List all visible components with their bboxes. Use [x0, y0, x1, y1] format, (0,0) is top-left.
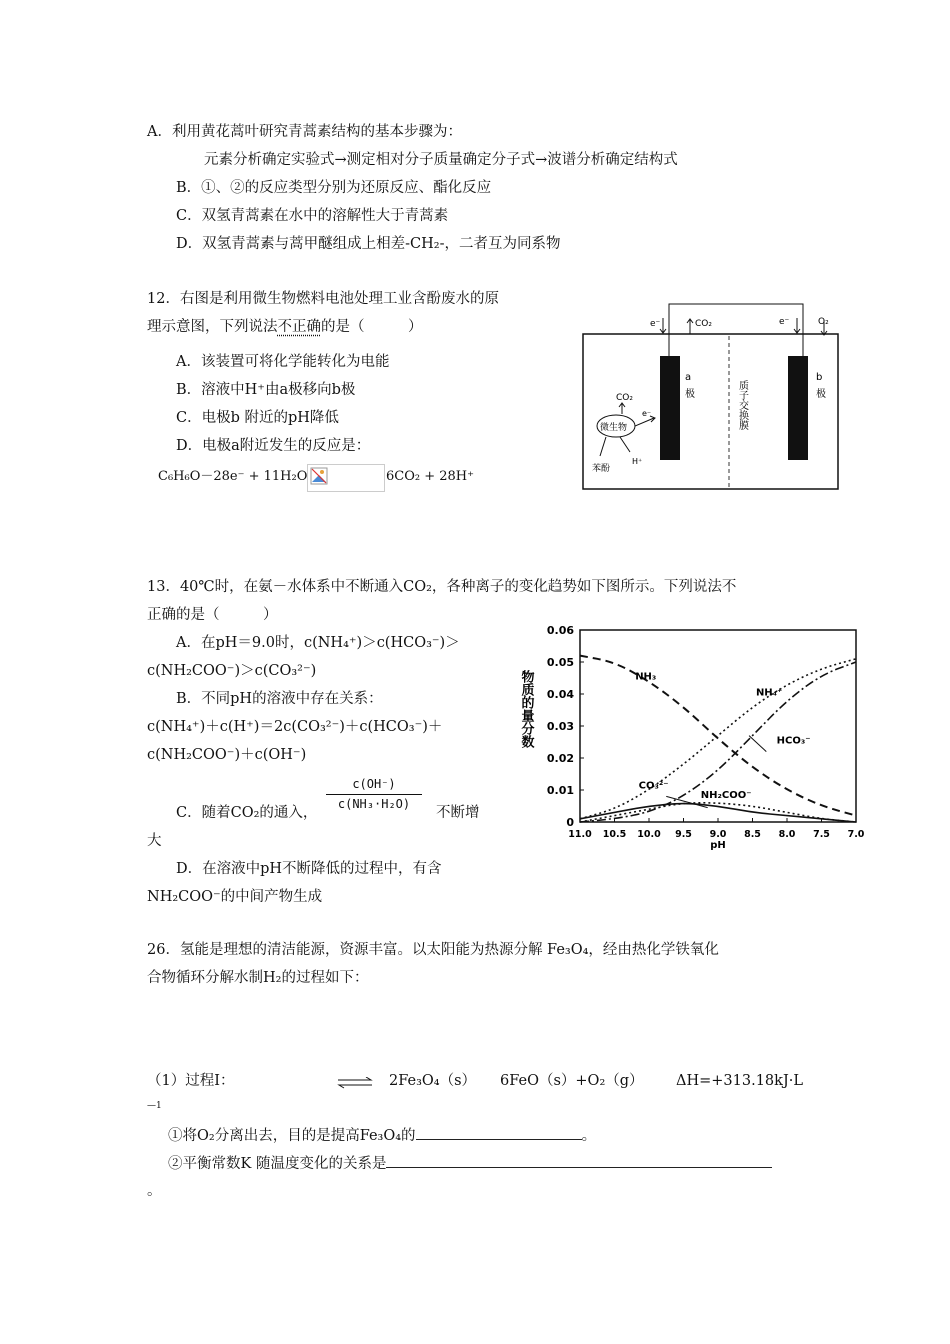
label-co2-top: CO₂ [695, 319, 712, 329]
x-tick-label: 11.0 [568, 829, 592, 840]
q13-option-a-2: c(NH₂COO⁻)＞c(CO₃²⁻) [147, 663, 317, 679]
label-e-left: e⁻ [650, 319, 661, 329]
q26-part1-delta-h: ΔH=+313.18kJ·L [676, 1073, 803, 1089]
q26-q2: ②平衡常数K 随温度变化的关系是 [168, 1153, 772, 1174]
q26-q2-end: 。 [147, 1183, 162, 1199]
broken-image-placeholder [307, 464, 385, 492]
q12-stem-line1: 12．右图是利用微生物燃料电池处理工业含酚废水的原 [147, 291, 499, 307]
fraction-denominator: c(NH₃·H₂O) [337, 797, 411, 811]
q13-option-b-2: c(NH₄⁺)＋c(H⁺)＝2c(CO₃²⁻)＋c(HCO₃⁻)＋ [147, 719, 443, 735]
x-tick-label: 7.0 [847, 829, 865, 840]
label-a-ji: 极 [685, 389, 695, 400]
broken-image-icon [310, 467, 328, 485]
equilibrium-arrow-icon [337, 1077, 373, 1089]
answer-blank-2[interactable] [386, 1153, 772, 1168]
answer-blank-1[interactable] [416, 1125, 582, 1140]
fuel-cell-diagram [578, 296, 843, 492]
q12-equation-right: 6CO₂ + 28H⁺ [386, 469, 474, 484]
series-label: HCO₃⁻ [776, 735, 811, 747]
electrode-a [660, 356, 680, 460]
fraction-numerator: c(OH⁻) [352, 777, 396, 791]
y-tick-label: 0.04 [546, 688, 574, 701]
y-tick-label: 0 [566, 816, 574, 829]
series-label: NH₃ [635, 671, 657, 683]
q11-option-c: C．双氢青蒿素在水中的溶解性大于青蒿素 [176, 208, 449, 224]
label-e-right: e⁻ [779, 317, 790, 327]
q13-stem-line1: 13．40℃时，在氨－水体系中不断通入CO₂，各种离子的变化趋势如下图所示。下列说法不 [147, 579, 737, 595]
label-a: a [685, 372, 692, 383]
y-tick-label: 0.02 [546, 752, 574, 765]
q13-option-b-3: c(NH₂COO⁻)＋c(OH⁻) [147, 747, 307, 763]
q11-option-d: D．双氢青蒿素与蒿甲醚组成上相差-CH₂-，二者互为同系物 [176, 236, 561, 252]
q13-option-d-1: D．在溶液中pH不断降低的过程中，有含 [176, 861, 442, 877]
label-h-plus: H⁺ [632, 457, 643, 466]
series-label: CO₃²⁻ [638, 780, 669, 792]
x-tick-label: 10.5 [602, 829, 627, 840]
x-tick-label: 10.0 [637, 829, 661, 840]
q26-stem-line1: 26．氢能是理想的清洁能源，资源丰富。以太阳能为热源分解 Fe₃O₄，经由热化学铁氧化 [147, 942, 719, 958]
label-membrane: 质子交换膜 [736, 380, 748, 430]
q26-part1-unit-tail: —1 [147, 1101, 162, 1111]
y-tick-label: 0.03 [546, 720, 574, 733]
x-tick-label: 7.5 [813, 829, 830, 840]
y-tick-label: 0.05 [546, 656, 574, 669]
q12-option-d: D．电极a附近发生的反应是： [176, 438, 371, 454]
q13-stem-line2: 正确的是（ ） [147, 607, 278, 623]
x-axis-label: pH [710, 840, 726, 851]
x-tick-label: 8.5 [744, 829, 761, 840]
q26-part1-eq-left: 2Fe₃O₄（s） [389, 1073, 477, 1089]
q11-option-a-line1: A．利用黄花蒿叶研究青蒿素结构的基本步骤为： [147, 124, 462, 140]
q13-option-a-1: A．在pH＝9.0时，c(NH₄⁺)＞c(HCO₃⁻)＞ [176, 635, 460, 651]
label-b: b [816, 372, 823, 383]
x-tick-label: 8.0 [778, 829, 796, 840]
y-tick-label: 0.06 [546, 624, 574, 637]
q13-option-c-2: 大 [147, 833, 162, 849]
label-e-small: e⁻ [642, 409, 652, 418]
emphasis-not-correct: 不正确 [277, 319, 321, 335]
label-o2: O₂ [818, 317, 829, 327]
series-label: NH₄⁺ [755, 687, 783, 699]
q26-q1: ①将O₂分离出去，目的是提高Fe₃O₄的 。 [168, 1125, 596, 1146]
x-tick-label: 9.5 [675, 829, 692, 840]
q26-part1-label: （1）过程Ⅰ： [147, 1073, 235, 1089]
label-b-ji: 极 [816, 389, 826, 400]
q13-fraction [326, 777, 422, 817]
label-phenol: 苯酚 [592, 464, 611, 474]
q12-equation-left: C₆H₆O－28e⁻ + 11H₂O [158, 469, 308, 484]
y-tick-label: 0.01 [546, 784, 574, 797]
q26-stem-line2: 合物循环分解水制H₂的过程如下： [147, 970, 369, 986]
electrode-b [788, 356, 808, 460]
q13-option-c-post: 不断增 [436, 805, 480, 821]
q26-part1-eq-right: 6FeO（s）+O₂（g） [500, 1073, 644, 1089]
y-axis-label: 物质的量分数 [518, 670, 534, 748]
series-label: NH₂COO⁻ [700, 790, 752, 801]
q13-option-b-1: B．不同pH的溶液中存在关系： [176, 691, 383, 707]
label-microbe: 微生物 [600, 423, 628, 433]
q11-option-b: B．①、②的反应类型分别为还原反应、酯化反应 [176, 180, 492, 196]
mole-fraction-chart [512, 618, 877, 868]
q12-option-c: C．电极b 附近的pH降低 [176, 410, 339, 426]
q12-option-b: B．溶液中H⁺由a极移向b极 [176, 382, 356, 398]
q13-option-d-2: NH₂COO⁻的中间产物生成 [147, 889, 323, 905]
q12-option-a: A．该装置可将化学能转化为电能 [176, 354, 390, 370]
label-co2-small: CO₂ [616, 393, 633, 403]
q13-option-c-pre: C．随着CO₂的通入， [176, 805, 318, 821]
x-tick-label: 9.0 [709, 829, 727, 840]
q11-option-a-line2: 元素分析确定实验式→测定相对分子质量确定分子式→波谱分析确定结构式 [204, 152, 678, 168]
q12-stem-line2: 理示意图，下列说法不正确的是（ ） [147, 319, 423, 335]
